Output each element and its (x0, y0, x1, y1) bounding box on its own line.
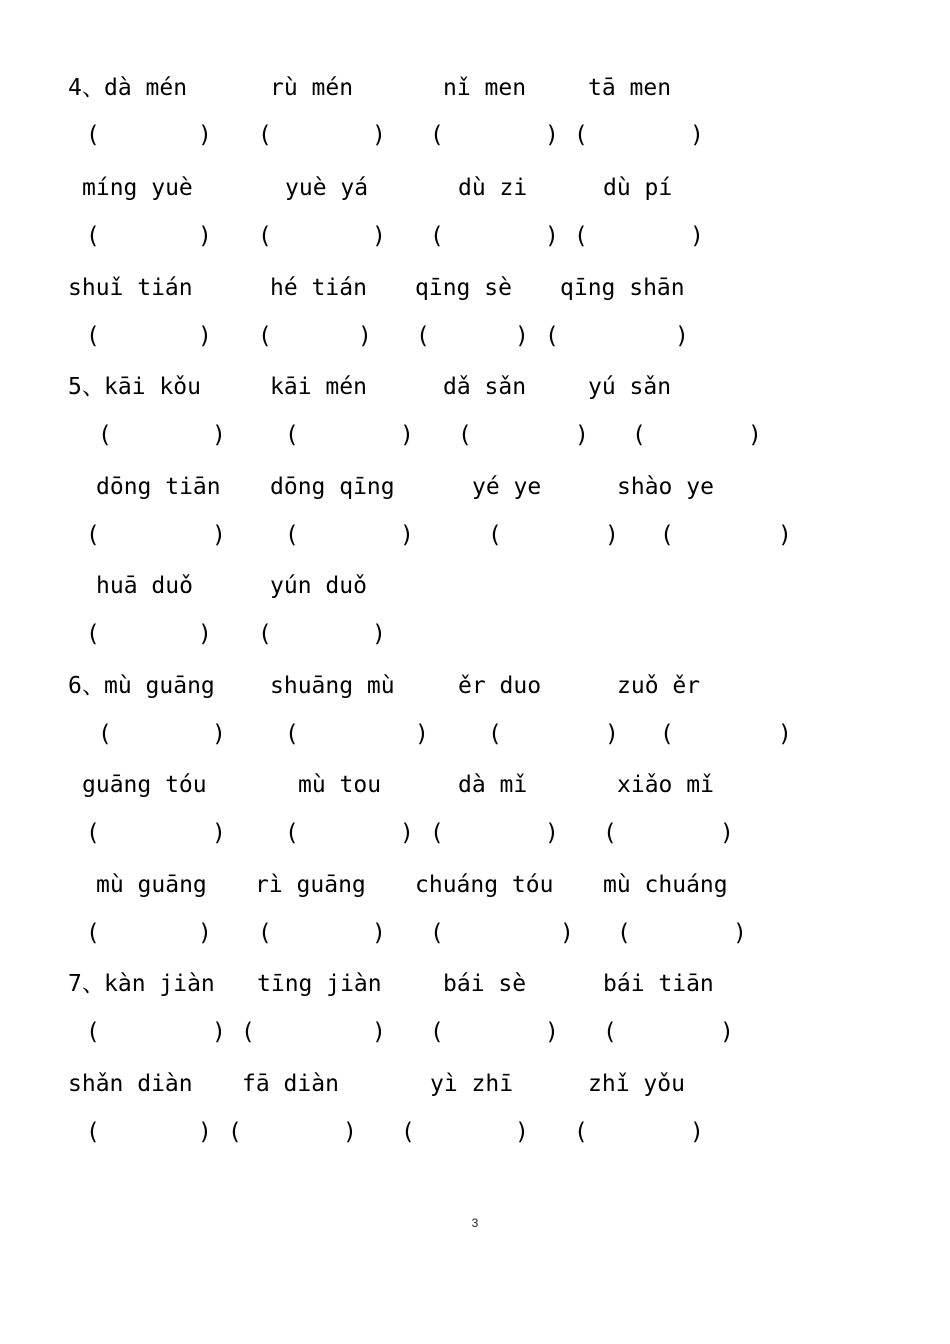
answer-bracket-close: ) (733, 920, 747, 946)
answer-bracket-open[interactable]: ( (660, 522, 674, 548)
pinyin-word: ěr duo (458, 673, 542, 699)
answer-bracket-open[interactable]: ( (458, 422, 472, 448)
answer-bracket-open[interactable]: ( (285, 820, 299, 846)
answer-bracket-close: ) (212, 1019, 226, 1045)
answer-bracket-open[interactable]: ( (632, 422, 646, 448)
answer-bracket-close: ) (545, 223, 559, 249)
answer-bracket-close: ) (545, 122, 559, 148)
pinyin-word: shuǐ tián (68, 275, 193, 301)
answer-bracket-open[interactable]: ( (86, 920, 100, 946)
pinyin-row (0, 367, 950, 407)
exercise-number: 4、 (68, 75, 105, 101)
pinyin-word: yú sǎn (588, 374, 672, 400)
answer-bracket-close: ) (778, 721, 792, 747)
pinyin-word: bái sè (443, 971, 527, 997)
answer-bracket-close: ) (605, 721, 619, 747)
answer-bracket-close: ) (720, 820, 734, 846)
pinyin-word: tā men (588, 75, 672, 101)
pinyin-row (0, 268, 950, 308)
pinyin-row (0, 865, 950, 905)
answer-bracket-open[interactable]: ( (660, 721, 674, 747)
answer-bracket-open[interactable]: ( (86, 820, 100, 846)
pinyin-word: mù tou (298, 772, 382, 798)
answer-bracket-open[interactable]: ( (228, 1119, 242, 1145)
answer-bracket-open[interactable]: ( (430, 1019, 444, 1045)
answer-bracket-close: ) (748, 422, 762, 448)
pinyin-word: qīng shān (560, 275, 685, 301)
answer-row (0, 415, 950, 455)
answer-bracket-close: ) (372, 920, 386, 946)
answer-bracket-close: ) (400, 820, 414, 846)
answer-bracket-close: ) (778, 522, 792, 548)
answer-bracket-open[interactable]: ( (86, 1019, 100, 1045)
answer-bracket-open[interactable]: ( (488, 721, 502, 747)
pinyin-word: qīng sè (415, 275, 512, 301)
pinyin-row (0, 1064, 950, 1104)
answer-row (0, 515, 950, 555)
answer-bracket-close: ) (690, 1119, 704, 1145)
pinyin-row (0, 467, 950, 507)
pinyin-word: yé ye (472, 474, 542, 500)
pinyin-word: mù guāng (96, 872, 207, 898)
answer-bracket-open[interactable]: ( (258, 323, 272, 349)
answer-bracket-close: ) (720, 1019, 734, 1045)
pinyin-word: mù chuáng (603, 872, 728, 898)
pinyin-row (0, 765, 950, 805)
answer-bracket-open[interactable]: ( (574, 122, 588, 148)
answer-bracket-close: ) (690, 223, 704, 249)
answer-row (0, 1112, 950, 1152)
answer-bracket-close: ) (343, 1119, 357, 1145)
answer-bracket-close: ) (198, 1119, 212, 1145)
exercise-number: 7、 (68, 971, 105, 997)
pinyin-word: dù zi (458, 175, 528, 201)
pinyin-word: zhǐ yǒu (588, 1071, 685, 1097)
answer-bracket-close: ) (400, 422, 414, 448)
answer-bracket-open[interactable]: ( (98, 721, 112, 747)
pinyin-word: kāi mén (270, 374, 367, 400)
answer-bracket-close: ) (545, 1019, 559, 1045)
answer-bracket-open[interactable]: ( (86, 621, 100, 647)
answer-bracket-close: ) (372, 621, 386, 647)
pinyin-word: shào ye (617, 474, 714, 500)
pinyin-word: huā duǒ (96, 573, 193, 599)
answer-bracket-open[interactable]: ( (430, 122, 444, 148)
answer-bracket-close: ) (212, 522, 226, 548)
exercise-number: 5、 (68, 374, 105, 400)
pinyin-word: bái tiān (603, 971, 714, 997)
answer-bracket-open[interactable]: ( (258, 621, 272, 647)
pinyin-word: yún duǒ (270, 573, 367, 599)
pinyin-word: tīng jiàn (257, 971, 382, 997)
pinyin-word: yì zhī (430, 1071, 514, 1097)
answer-bracket-open[interactable]: ( (285, 522, 299, 548)
answer-bracket-close: ) (560, 920, 574, 946)
pinyin-row (0, 68, 950, 108)
answer-bracket-close: ) (212, 721, 226, 747)
pinyin-word: hé tián (270, 275, 367, 301)
pinyin-word: fā diàn (242, 1071, 339, 1097)
page-number: 3 (471, 1216, 479, 1230)
answer-bracket-close: ) (198, 122, 212, 148)
pinyin-word: dà mén (104, 75, 188, 101)
pinyin-word: míng yuè (82, 175, 193, 201)
answer-bracket-close: ) (198, 920, 212, 946)
answer-bracket-open[interactable]: ( (574, 223, 588, 249)
answer-row (0, 813, 950, 853)
answer-bracket-close: ) (212, 820, 226, 846)
pinyin-row (0, 566, 950, 606)
answer-bracket-open[interactable]: ( (488, 522, 502, 548)
pinyin-word: dōng qīng (270, 474, 395, 500)
answer-row (0, 216, 950, 256)
answer-bracket-open[interactable]: ( (430, 920, 444, 946)
answer-bracket-close: ) (198, 323, 212, 349)
answer-bracket-close: ) (212, 422, 226, 448)
answer-bracket-close: ) (545, 820, 559, 846)
exercise-number: 6、 (68, 673, 105, 699)
answer-bracket-open[interactable]: ( (617, 920, 631, 946)
pinyin-word: chuáng tóu (415, 872, 554, 898)
answer-row (0, 316, 950, 356)
answer-bracket-close: ) (198, 621, 212, 647)
pinyin-word: xiǎo mǐ (617, 772, 714, 798)
answer-bracket-open[interactable]: ( (98, 422, 112, 448)
answer-bracket-open[interactable]: ( (416, 323, 430, 349)
answer-row (0, 913, 950, 953)
answer-bracket-open[interactable]: ( (285, 721, 299, 747)
pinyin-word: rì guāng (255, 872, 366, 898)
answer-bracket-close: ) (415, 721, 429, 747)
answer-bracket-close: ) (515, 1119, 529, 1145)
pinyin-word: dōng tiān (96, 474, 221, 500)
answer-bracket-open[interactable]: ( (86, 122, 100, 148)
answer-bracket-open[interactable]: ( (574, 1119, 588, 1145)
answer-bracket-close: ) (575, 422, 589, 448)
pinyin-word: zuǒ ěr (617, 673, 701, 699)
pinyin-word: nǐ men (443, 75, 527, 101)
answer-row (0, 714, 950, 754)
pinyin-word: rù mén (270, 75, 354, 101)
pinyin-word: yuè yá (285, 175, 369, 201)
answer-bracket-close: ) (198, 223, 212, 249)
answer-bracket-close: ) (675, 323, 689, 349)
answer-bracket-open[interactable]: ( (241, 1019, 255, 1045)
pinyin-word: dù pí (603, 175, 673, 201)
pinyin-word: dà mǐ (458, 772, 528, 798)
pinyin-row (0, 666, 950, 706)
answer-bracket-open[interactable]: ( (258, 122, 272, 148)
pinyin-word: shǎn diàn (68, 1071, 193, 1097)
answer-bracket-open[interactable]: ( (545, 323, 559, 349)
answer-bracket-open[interactable]: ( (285, 422, 299, 448)
answer-bracket-open[interactable]: ( (86, 323, 100, 349)
answer-bracket-open[interactable]: ( (603, 1019, 617, 1045)
answer-bracket-open[interactable]: ( (430, 223, 444, 249)
answer-bracket-close: ) (358, 323, 372, 349)
answer-bracket-open[interactable]: ( (258, 920, 272, 946)
pinyin-word: shuāng mù (270, 673, 395, 699)
answer-bracket-open[interactable]: ( (86, 223, 100, 249)
pinyin-row (0, 964, 950, 1004)
answer-bracket-close: ) (372, 223, 386, 249)
answer-bracket-open[interactable]: ( (603, 820, 617, 846)
answer-bracket-open[interactable]: ( (86, 1119, 100, 1145)
answer-bracket-close: ) (605, 522, 619, 548)
answer-row (0, 1012, 950, 1052)
pinyin-word: dǎ sǎn (443, 374, 527, 400)
answer-bracket-close: ) (372, 1019, 386, 1045)
pinyin-word: mù guāng (104, 673, 215, 699)
pinyin-word: kāi kǒu (104, 374, 201, 400)
answer-bracket-close: ) (372, 122, 386, 148)
pinyin-word: guāng tóu (82, 772, 207, 798)
answer-bracket-close: ) (400, 522, 414, 548)
answer-row (0, 614, 950, 654)
pinyin-word: kàn jiàn (104, 971, 215, 997)
answer-bracket-open[interactable]: ( (401, 1119, 415, 1145)
answer-bracket-close: ) (515, 323, 529, 349)
answer-bracket-open[interactable]: ( (430, 820, 444, 846)
answer-bracket-close: ) (690, 122, 704, 148)
pinyin-row (0, 168, 950, 208)
answer-row (0, 115, 950, 155)
answer-bracket-open[interactable]: ( (86, 522, 100, 548)
answer-bracket-open[interactable]: ( (258, 223, 272, 249)
